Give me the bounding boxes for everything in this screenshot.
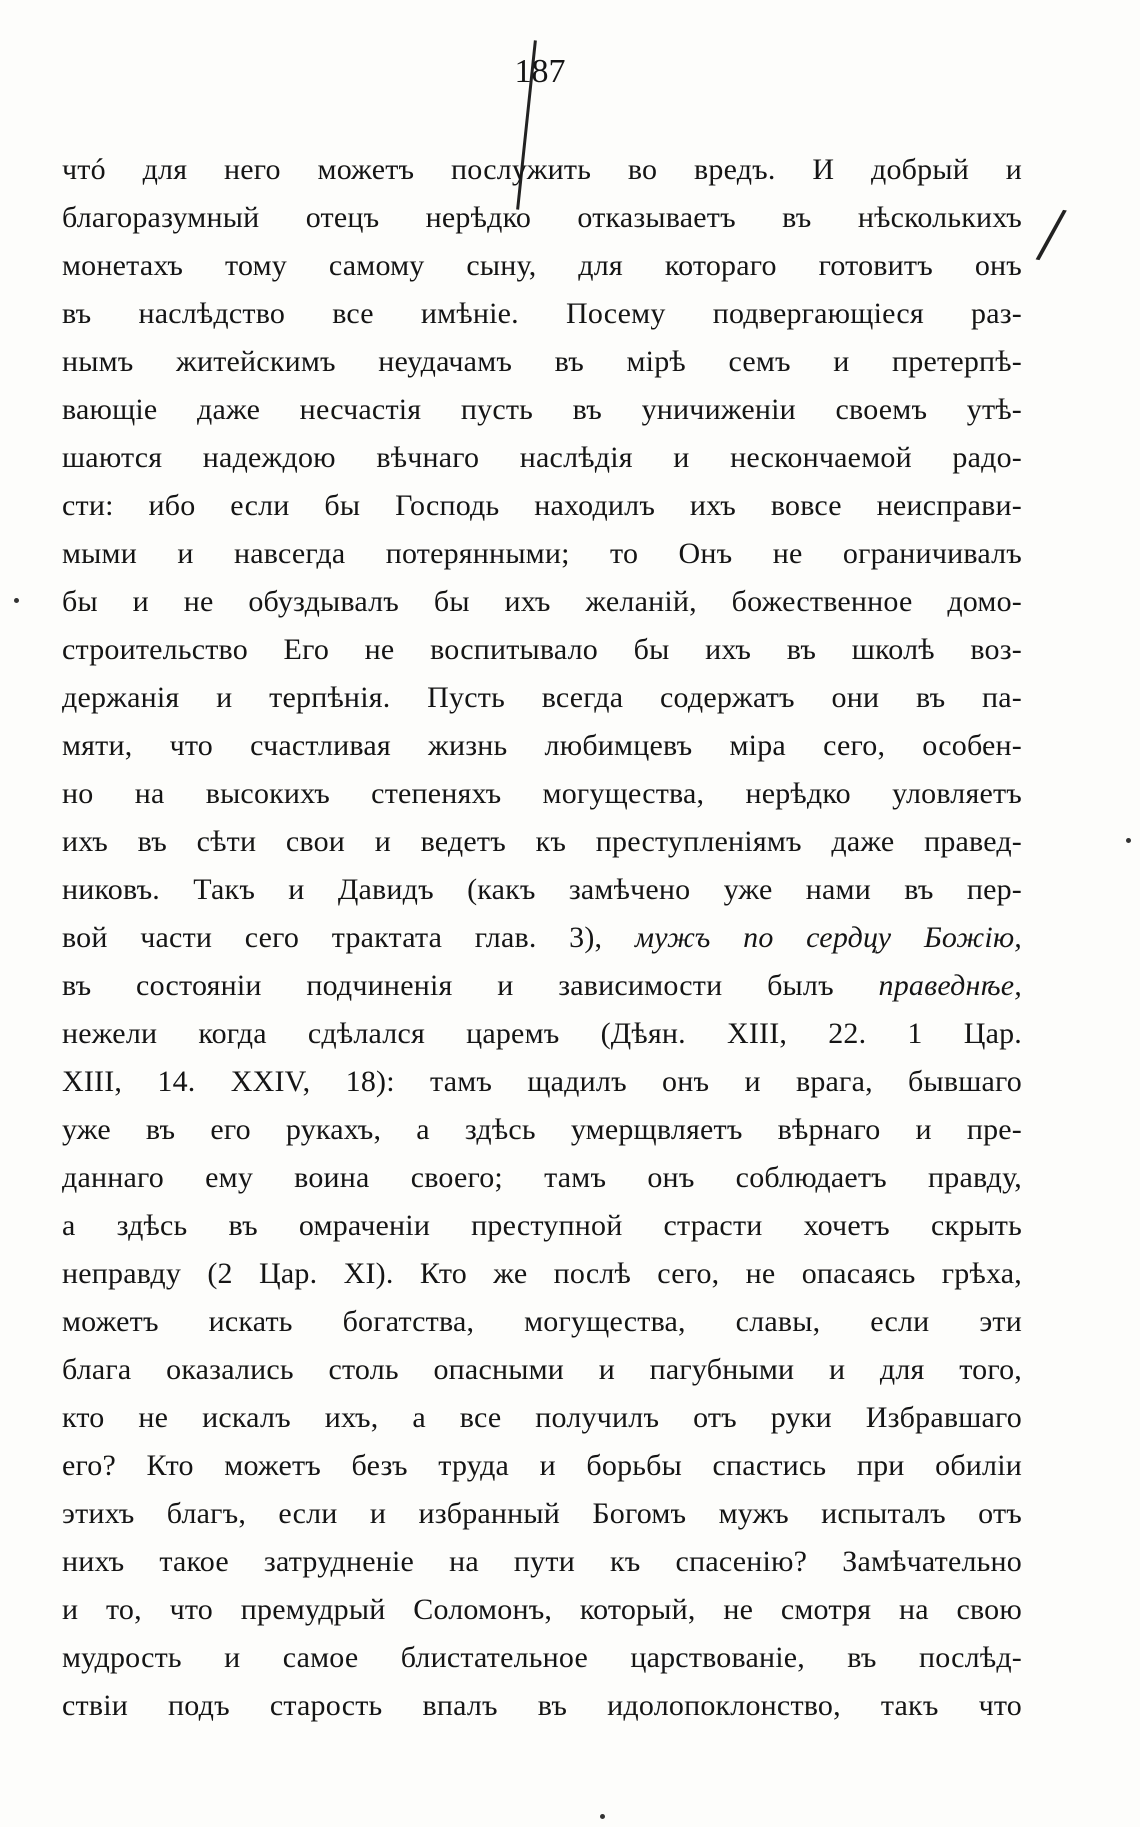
speck-mark <box>14 598 19 603</box>
text-line: кто не искалъ ихъ, а все получилъ отъ руки Избравшаго <box>62 1401 1022 1434</box>
text-line: уже въ его рукахъ, а здѣсь умерщвляетъ вѣрнаго и пре- <box>62 1113 1022 1146</box>
text-line: никовъ. Такъ и Давидъ (какъ замѣчено уже нами въ пер- <box>62 873 1022 906</box>
text-line: его? Кто можетъ безъ труда и борьбы спастись при обиліи <box>62 1449 1022 1482</box>
text-line: мыми и навсегда потерянными; то Онъ не ограничивалъ <box>62 537 1022 570</box>
text-segment: въ состояніи подчиненія и зависимости былъ <box>62 969 834 1002</box>
text-line: мудрость и самое блистательное царствованіе, въ послѣд- <box>62 1641 1022 1674</box>
text-line: бы и не обуздывалъ бы ихъ желаній, божественное домо- <box>62 585 1022 618</box>
text-line: благоразумный отецъ нерѣдко отказываетъ въ нѣсколькихъ <box>62 201 1022 234</box>
speck-mark <box>1126 838 1131 843</box>
text-line: нымъ житейскимъ неудачамъ въ мірѣ семъ и претерпѣ- <box>62 345 1022 378</box>
text-line: неправду (2 Цар. XI). Кто же послѣ сего, не опасаясь грѣха, <box>62 1257 1022 1290</box>
text-line: этихъ благъ, если и избранный Богомъ мужъ испыталъ отъ <box>62 1497 1022 1530</box>
text-line: шаются надеждою вѣчнаго наслѣдія и нескончаемой радо- <box>62 441 1022 474</box>
text-line-with-italic <box>62 962 1022 1010</box>
text-line: вающіе даже несчастія пусть въ уничиженіи своемъ утѣ- <box>62 393 1022 426</box>
text-line: монетахъ тому самому сыну, для котораго готовитъ онъ <box>62 249 1022 282</box>
text-line: чтó для него можетъ послужить во вредъ. И добрый и <box>62 153 1022 186</box>
text-line: но на высокихъ степеняхъ могущества, нерѣдко уловляетъ <box>62 777 1022 810</box>
text-line: нихъ такое затрудненіе на пути къ спасенію? Замѣчательно <box>62 1545 1022 1578</box>
page-number: 187 <box>514 53 566 90</box>
text-line: сти: ибо если бы Господь находилъ ихъ вовсе неисправи- <box>62 489 1022 522</box>
text-line: блага оказались столь опасными и пагубными и для того, <box>62 1353 1022 1386</box>
text-line-with-italic <box>62 914 1022 962</box>
text-line: и то, что премудрый Соломонъ, который, не смотря на свою <box>62 1593 1022 1626</box>
text-line: строительство Его не воспитывало бы ихъ въ школѣ воз- <box>62 633 1022 666</box>
text-line: нежели когда сдѣлался царемъ (Дѣян. XIII, 22. 1 Цар. <box>62 1017 1022 1050</box>
italic-phrase: праведнѣе, <box>878 969 1022 1002</box>
text-line: XIII, 14. XXIV, 18): тамъ щадилъ онъ и врага, бывшаго <box>62 1065 1022 1098</box>
margin-slash-mark: / <box>1032 189 1070 281</box>
text-line: а здѣсь въ омраченіи преступной страсти хочетъ скрыть <box>62 1209 1022 1242</box>
text-line: держанія и терпѣнія. Пусть всегда содержатъ они въ па- <box>62 681 1022 714</box>
text-line: ствіи подъ старость впалъ въ идолопоклонство, такъ что <box>62 1689 1022 1722</box>
text-line: ихъ въ сѣти свои и ведетъ къ преступленіямъ даже правед- <box>62 825 1022 858</box>
text-segment: вой части сего трактата глав. 3), <box>62 921 603 954</box>
italic-phrase: мужъ по сердцу Божію, <box>634 921 1022 954</box>
text-line: даннаго ему воина своего; тамъ онъ соблюдаетъ правду, <box>62 1161 1022 1194</box>
text-line: въ наслѣдство все имѣніе. Посему подвергающіеся раз- <box>62 297 1022 330</box>
text-line: мяти, что счастливая жизнь любимцевъ міра сего, особен- <box>62 729 1022 762</box>
text-line: можетъ искать богатства, могущества, славы, если эти <box>62 1305 1022 1338</box>
body-text <box>62 146 1022 1730</box>
speck-mark <box>600 1814 605 1819</box>
